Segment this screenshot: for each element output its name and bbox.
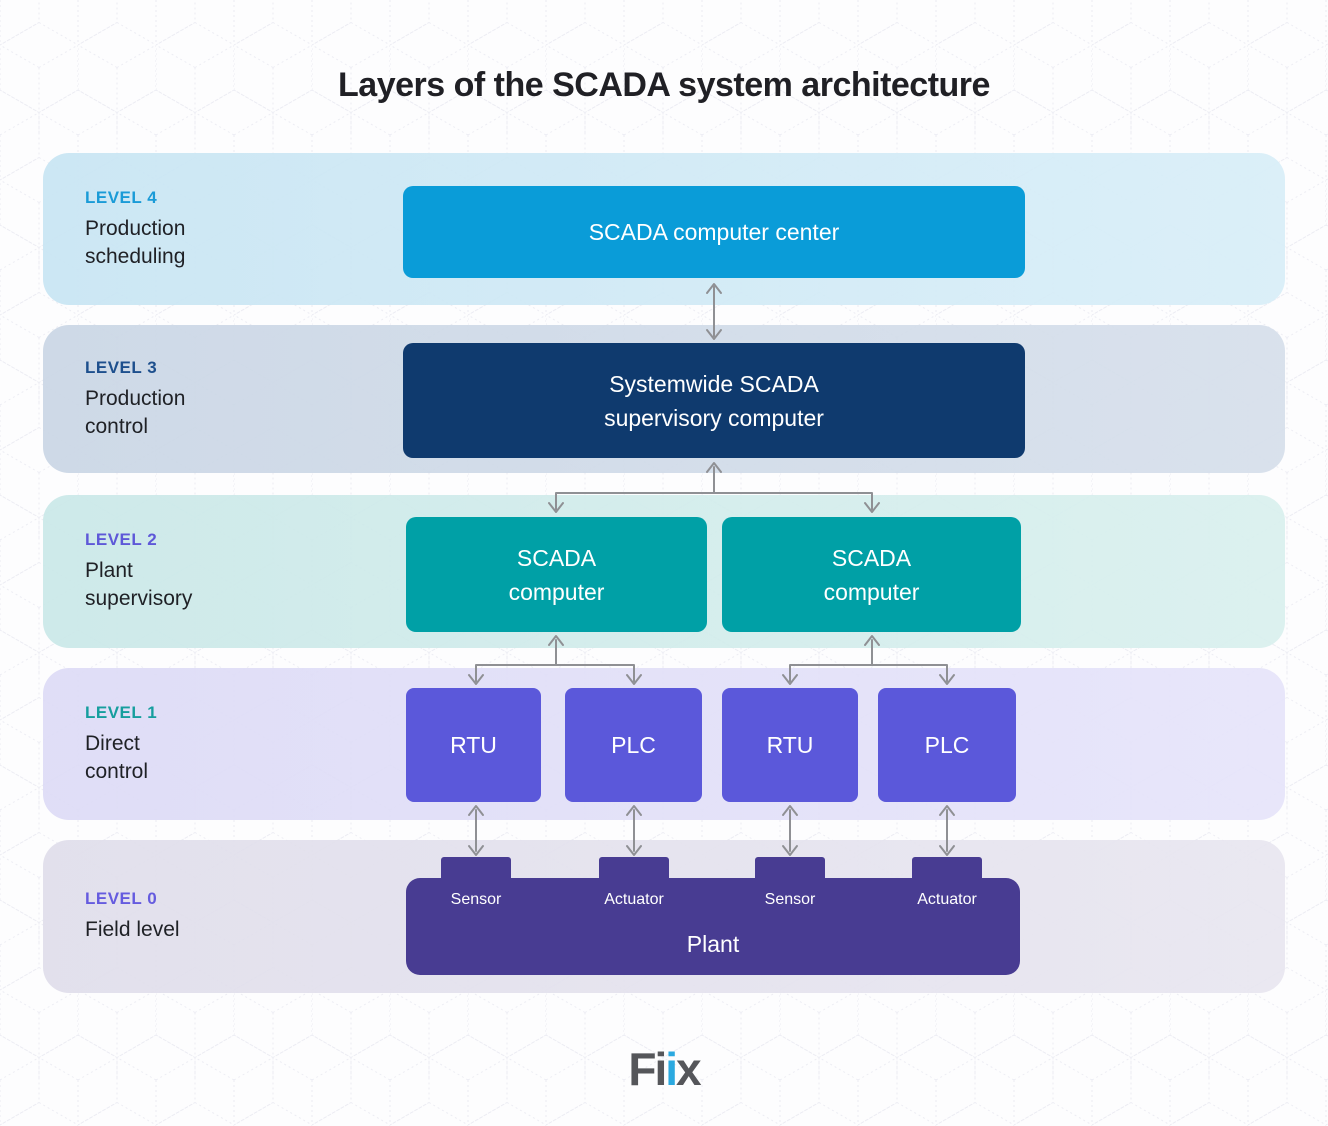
scada-computer-center-box bbox=[403, 186, 1025, 278]
scada-computer-left-line1: SCADA bbox=[516, 544, 597, 571]
level-1-name-line2: control bbox=[85, 759, 149, 783]
rtu-left-box bbox=[406, 688, 541, 802]
level-3-name-line1: Production bbox=[85, 386, 186, 410]
scada-computer-left-box bbox=[406, 517, 707, 632]
plc-left-label: PLC bbox=[611, 732, 656, 758]
fiix-logo bbox=[0, 1042, 1328, 1096]
scada-computer-left-line2: computer bbox=[508, 578, 605, 605]
rtu-left-label: RTU bbox=[450, 732, 497, 758]
level-0-label: LEVEL 0 bbox=[85, 889, 158, 908]
plant-port-label-actuator-1: Actuator bbox=[604, 891, 664, 908]
plant-port-label-sensor-1: Sensor bbox=[450, 891, 502, 908]
scada-computer-right-line2: computer bbox=[823, 578, 920, 605]
scada-computer-right-box bbox=[722, 517, 1021, 632]
plant-label: Plant bbox=[686, 931, 740, 957]
level-1-name-line1: Direct bbox=[85, 731, 140, 755]
page-title: Layers of the SCADA system architecture bbox=[338, 66, 990, 104]
level-3-label: LEVEL 3 bbox=[85, 357, 158, 377]
scada-computer-center-label: SCADA computer center bbox=[588, 219, 840, 245]
level-2-name-line1: Plant bbox=[85, 559, 133, 582]
fiix-logo-letter-i2: i bbox=[665, 1043, 677, 1095]
level-1-label: LEVEL 1 bbox=[85, 702, 158, 722]
systemwide-label-line2: supervisory computer bbox=[604, 404, 824, 431]
level-2-name-line2: supervisory bbox=[85, 587, 193, 610]
level-4-name-line2: scheduling bbox=[85, 244, 186, 268]
level-2-label: LEVEL 2 bbox=[85, 530, 158, 549]
fiix-logo-letter-x: x bbox=[676, 1043, 700, 1095]
rtu-right-box bbox=[722, 688, 858, 802]
systemwide-label-line1: Systemwide SCADA bbox=[609, 370, 819, 397]
fiix-logo-letter-i1: i bbox=[654, 1043, 666, 1095]
systemwide-scada-supervisory-computer-box bbox=[403, 343, 1025, 458]
plc-right-box bbox=[878, 688, 1016, 802]
level-4-label: LEVEL 4 bbox=[85, 187, 158, 207]
plc-left-box bbox=[565, 688, 702, 802]
level-3-name-line2: control bbox=[85, 414, 149, 438]
level-4-name-line1: Production bbox=[85, 216, 186, 240]
scada-computer-right-line1: SCADA bbox=[831, 544, 912, 571]
level-0-name-line1: Field level bbox=[85, 918, 180, 941]
rtu-right-label: RTU bbox=[766, 732, 814, 758]
fiix-logo-letter-f: F bbox=[628, 1043, 655, 1095]
plant-port-label-actuator-2: Actuator bbox=[917, 891, 977, 908]
plant-port-label-sensor-2: Sensor bbox=[764, 891, 816, 908]
plc-right-label: PLC bbox=[924, 732, 970, 758]
